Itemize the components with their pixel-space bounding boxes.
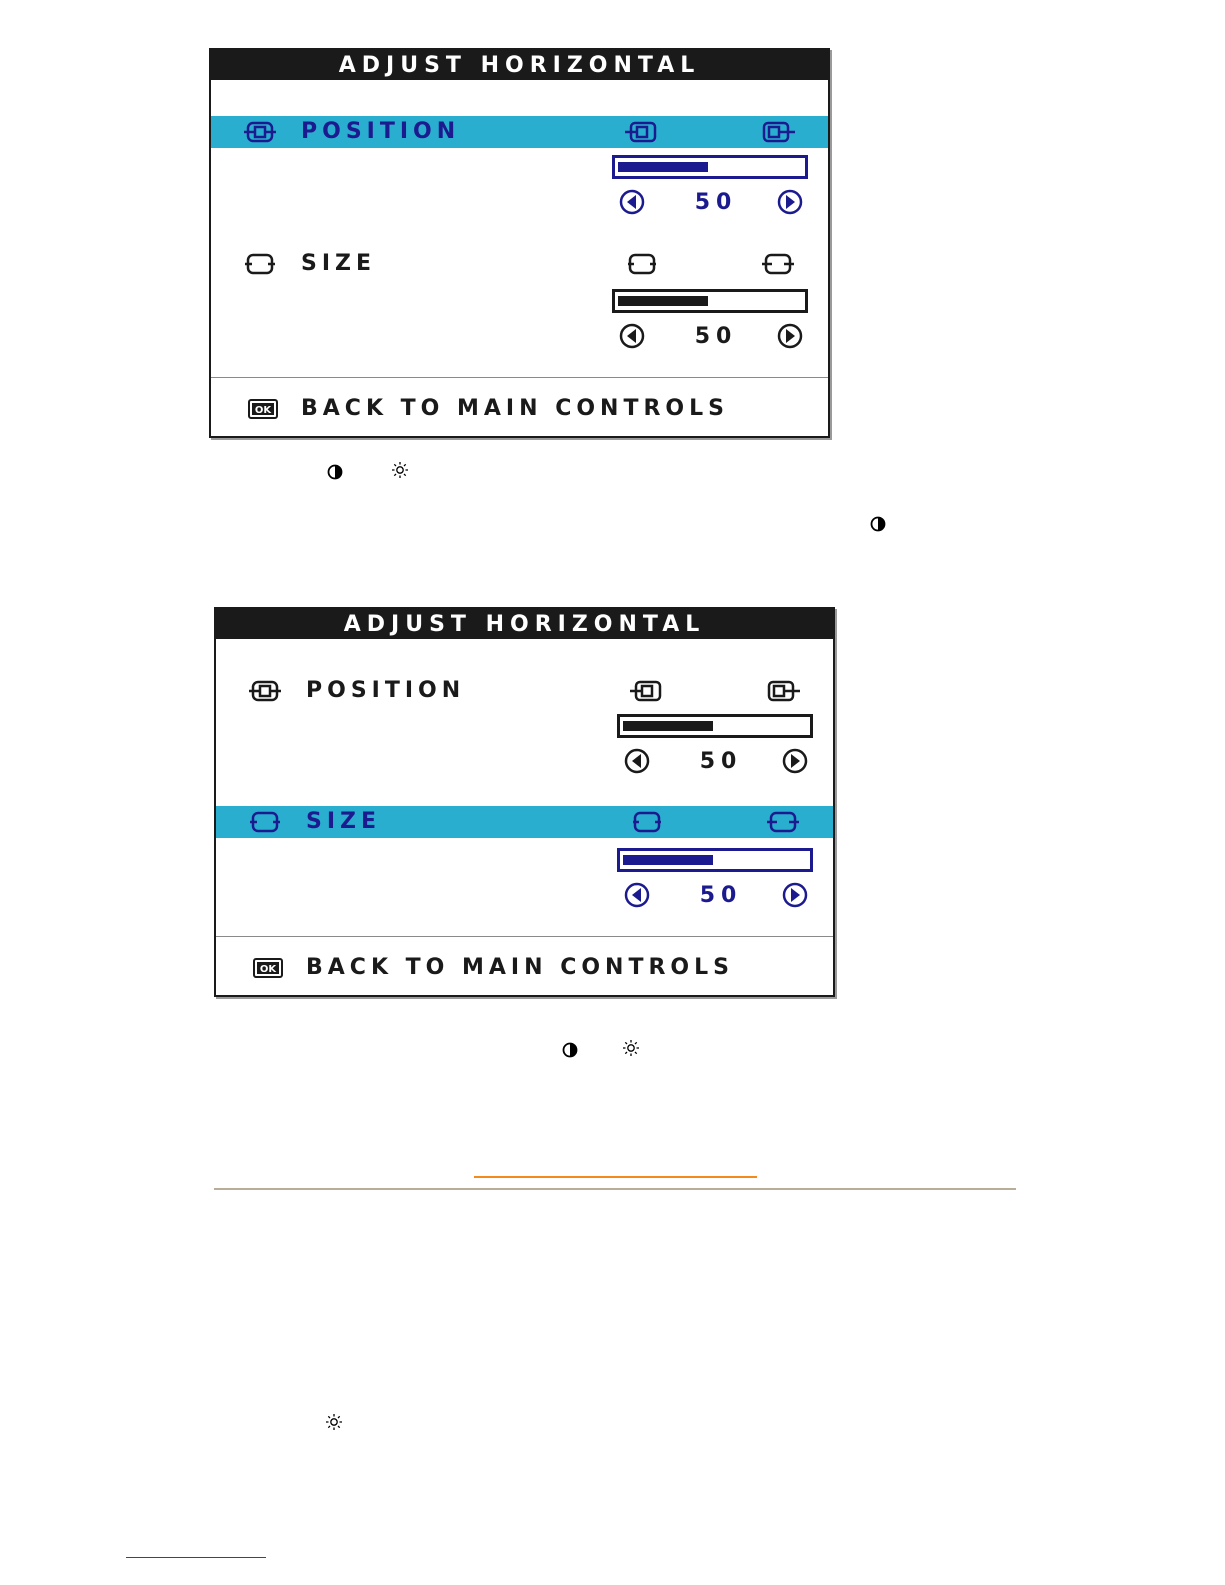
position-label: POSITION [306,678,466,703]
size-level-bar[interactable] [612,289,808,313]
osd-divider [211,377,828,378]
size-row[interactable] [216,806,833,838]
position-icon [248,678,282,704]
size-increase-icon[interactable] [777,323,803,349]
svg-text:OK: OK [254,405,272,416]
size-decrease-icon[interactable] [624,882,650,908]
position-value: 50 [694,190,738,215]
position-level-fill [618,162,708,172]
ok-button-icon[interactable] [253,958,283,978]
position-value: 50 [699,749,743,774]
link-underline[interactable] [126,1557,266,1558]
ok-button-icon[interactable] [248,399,278,419]
contrast-icon [869,515,887,533]
contrast-icon [326,463,344,481]
size-label: SIZE [306,809,382,834]
size-level-fill [623,855,713,865]
position-decrease-icon[interactable] [624,748,650,774]
position-right-icon [761,119,795,145]
osd-panel-size-selected [214,607,835,997]
osd-title: ADJUST HORIZONTAL [216,609,833,639]
size-label: SIZE [301,251,377,276]
position-right-icon [766,678,800,704]
size-value: 50 [694,324,738,349]
size-narrow-icon [625,251,659,277]
position-level-bar[interactable] [612,155,808,179]
position-left-icon [630,678,664,704]
brightness-icon [622,1039,640,1057]
brightness-icon [325,1413,343,1431]
position-icon [243,119,277,145]
position-level-bar[interactable] [617,714,813,738]
size-level-fill [618,296,708,306]
osd-divider [216,936,833,937]
back-to-main-controls[interactable]: BACK TO MAIN CONTROLS [306,955,734,980]
size-row[interactable] [211,248,828,280]
size-increase-icon[interactable] [782,882,808,908]
position-level-fill [623,721,713,731]
position-left-icon [625,119,659,145]
position-row[interactable] [211,116,828,148]
size-value: 50 [699,883,743,908]
size-wide-icon [761,251,795,277]
contrast-icon [561,1041,579,1059]
position-increase-icon[interactable] [777,189,803,215]
position-decrease-icon[interactable] [619,189,645,215]
size-narrow-icon [630,809,664,835]
back-to-main-controls[interactable]: BACK TO MAIN CONTROLS [301,396,729,421]
position-row[interactable] [216,675,833,707]
osd-panel-position-selected [209,48,830,438]
brightness-icon [391,461,409,479]
osd-title: ADJUST HORIZONTAL [211,50,828,80]
section-divider [214,1188,1016,1190]
size-level-bar[interactable] [617,848,813,872]
size-wide-icon [766,809,800,835]
size-decrease-icon[interactable] [619,323,645,349]
position-label: POSITION [301,119,461,144]
svg-text:OK: OK [259,964,277,975]
size-icon [248,809,282,835]
size-icon [243,251,277,277]
link-underline[interactable] [474,1176,757,1178]
position-increase-icon[interactable] [782,748,808,774]
